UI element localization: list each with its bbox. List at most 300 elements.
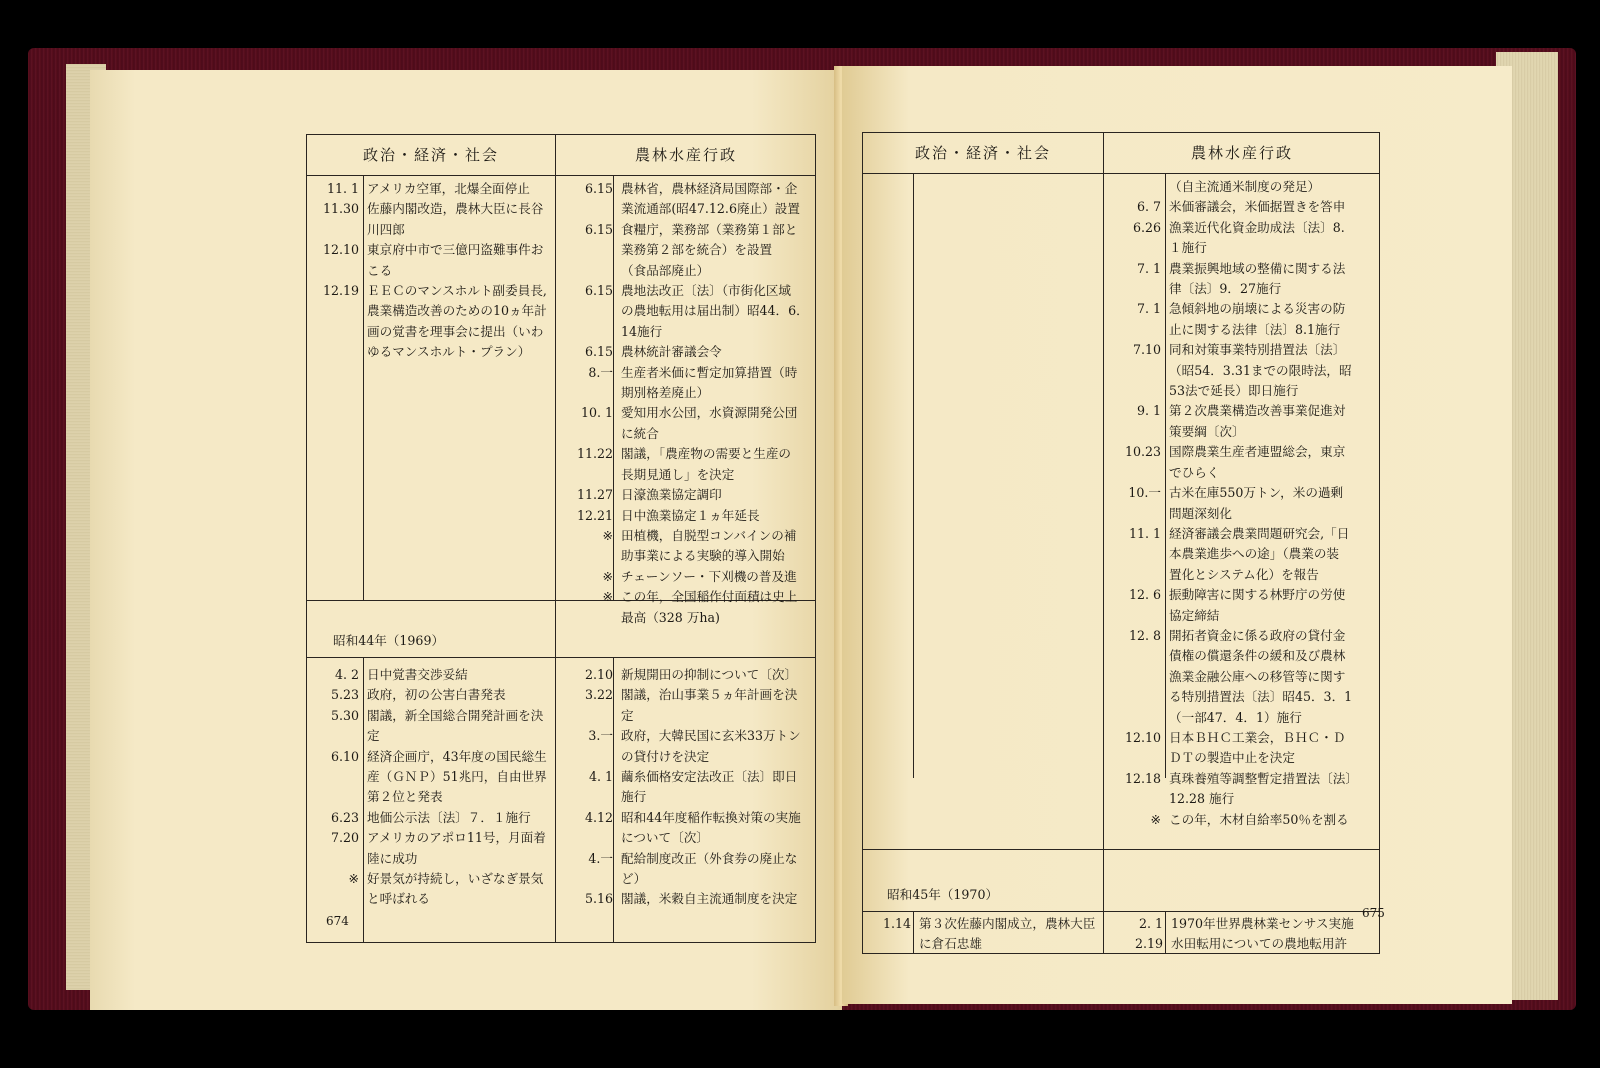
chronology-entry (1109, 524, 1358, 544)
chronology-entry (307, 808, 547, 828)
entry-date: 6.23 (330, 809, 359, 825)
chronology-entry (561, 281, 809, 301)
entry-date (561, 828, 613, 848)
chronology-entry (307, 261, 547, 281)
left-bottom-agri-list (561, 665, 801, 910)
page-number-right: 675 (1362, 906, 1385, 920)
entry-text: 国際農業生産者連盟総会，東京 (1169, 444, 1346, 460)
page-number-left: 674 (326, 914, 349, 928)
chronology-entry (1109, 259, 1358, 279)
chronology-entry (307, 240, 547, 260)
chronology-entry (1109, 769, 1358, 789)
entry-text: 策要綱〔次〕 (1169, 423, 1245, 439)
entry-date: 7.20 (330, 830, 359, 846)
chronology-entry (561, 706, 801, 726)
chronology-entry (561, 808, 801, 828)
entry-date (1109, 381, 1161, 401)
entry-text: 同和対策事業特別措置法〔法〕 (1169, 342, 1346, 358)
entry-date: 10.23 (1124, 444, 1161, 460)
entry-text: 経済企画庁，43年度の国民総生 (367, 748, 547, 764)
chronology-entry (561, 240, 809, 260)
entry-text: 佐藤内閣改造，農林大臣に長谷 (367, 201, 544, 217)
chronology-entry (1109, 279, 1358, 299)
entry-text: 振動障害に関する林野庁の労使 (1169, 587, 1346, 603)
entry-text: 農業構造改善のための10ヵ年計 (367, 303, 547, 319)
column-divider (1103, 133, 1104, 953)
chronology-entry (1111, 914, 1354, 934)
entry-date (1109, 646, 1161, 666)
entry-text: 産（ＧＮＰ）51兆円，自由世界 (367, 769, 547, 785)
entry-date (561, 608, 613, 628)
entry-text: 画の覚書を理事会に提出（いわ (367, 323, 544, 339)
entry-text: 業務第２部を統合）を設置 (621, 242, 773, 258)
entry-date (1109, 789, 1161, 809)
entry-text: （一部47．4．1）施行 (1169, 709, 1302, 725)
entry-text: この年，全国稲作付面積は史上 (621, 589, 798, 605)
chronology-entry (561, 301, 809, 321)
entry-text: 農地法改正〔法〕（市街化区域 (621, 283, 792, 299)
entry-text: 川四郎 (367, 221, 405, 237)
left-page (90, 70, 842, 1010)
entry-text: の貸付けを決定 (621, 748, 710, 764)
chronology-entry (307, 179, 547, 199)
entry-text: 配給制度改正（外食券の廃止な (621, 850, 798, 866)
entry-date: 1.14 (882, 916, 911, 931)
entry-date (561, 322, 613, 342)
entry-text: 閣議，「農産物の需要と生産の (621, 446, 792, 462)
chronology-entry (307, 281, 547, 301)
entry-date (1109, 504, 1161, 524)
entry-date (561, 869, 613, 889)
chronology-entry (1109, 708, 1358, 728)
chronology-entry (307, 726, 547, 746)
chronology-entry (1109, 197, 1358, 217)
chronology-entry (307, 747, 547, 767)
chronology-entry (1109, 463, 1358, 483)
chronology-entry (1109, 320, 1358, 340)
chronology-entry (1109, 340, 1358, 360)
entry-date: 2.10 (584, 667, 613, 682)
chronology-entry (1109, 606, 1358, 626)
chronology-entry (1109, 401, 1358, 421)
chronology-entry (561, 747, 801, 767)
entry-date (307, 322, 359, 342)
entry-text: 業流通部(昭47.12.6廃止）設置 (621, 201, 800, 217)
entry-text: 陸に成功 (367, 850, 418, 866)
entry-text: 第２位と発表 (367, 789, 443, 805)
chronology-entry (1109, 789, 1358, 809)
entry-text: 地価公示法〔法〕７．１施行 (367, 809, 531, 825)
entry-date (859, 934, 911, 954)
chronology-entry (1109, 748, 1358, 768)
entry-date: 11.22 (576, 446, 613, 462)
chronology-entry (307, 342, 547, 362)
entry-date: 7. 1 (1136, 301, 1161, 317)
entry-text: の農地転用は届出制）昭44．6． (621, 303, 809, 319)
entry-date: 3.22 (584, 687, 613, 703)
chronology-entry (561, 869, 801, 889)
entry-date (561, 383, 613, 403)
entry-date: 12.10 (1124, 729, 1161, 745)
chronology-entry (1109, 544, 1358, 564)
entry-text: る特別措置法〔法〕昭45．3．1 (1169, 689, 1353, 705)
entry-text: 愛知用水公団，水資源開発公団 (621, 405, 798, 421)
entry-date: 6.15 (584, 221, 613, 237)
chronology-entry (561, 322, 809, 342)
chronology-entry (561, 342, 809, 362)
left-bottom-politics-list (307, 665, 547, 910)
header-politics-economy-society: 政治・経済・社会 (362, 146, 499, 164)
entry-date (561, 199, 613, 219)
entry-date (561, 747, 613, 767)
entry-date: 2.19 (1134, 936, 1163, 952)
right-bottom-agri-list (1111, 914, 1354, 955)
left-chronology-table (306, 134, 816, 943)
chronology-entry (307, 767, 547, 787)
year-label-1969: 昭和44年（1969） (333, 633, 445, 648)
entry-text: 政府，初の公害白書発表 (367, 687, 506, 703)
entry-text: 政府，大韓民国に玄米33万トン (621, 728, 801, 744)
entry-text: ど） (621, 871, 647, 887)
chronology-entry (1109, 442, 1358, 462)
chronology-entry (307, 849, 547, 869)
chronology-entry (1109, 381, 1358, 401)
chronology-entry (307, 665, 547, 685)
chronology-entry (561, 685, 801, 705)
entry-date (1109, 238, 1161, 258)
entry-date (307, 849, 359, 869)
entry-date (561, 240, 613, 260)
entry-date: 10.一 (1128, 485, 1161, 501)
entry-text: に倉石忠雄 (919, 936, 982, 952)
entry-date: 5.23 (330, 687, 359, 703)
entry-text: 水田転用についての農地転用許 (1171, 936, 1348, 952)
entry-text: この年，木材自給率50％を割る (1169, 811, 1349, 827)
entry-date: 10. 1 (580, 405, 613, 421)
entry-date (1109, 463, 1161, 483)
entry-text: 第２次農業構造改善事業促進対 (1169, 403, 1346, 419)
entry-date (561, 787, 613, 807)
entry-text: （食品部廃止） (621, 262, 710, 278)
entry-text: 好景気が持続し，いざなぎ景気 (367, 871, 544, 887)
entry-date: 8.一 (588, 364, 613, 380)
chronology-entry (561, 485, 809, 505)
left-top-agri-list (561, 179, 809, 628)
chronology-entry (561, 444, 809, 464)
entry-text: 定 (367, 728, 380, 744)
table-header (863, 133, 1379, 174)
chronology-entry (1109, 565, 1358, 585)
chronology-entry (307, 787, 547, 807)
chronology-entry (1109, 218, 1358, 238)
entry-text: 昭和44年度稲作転換対策の実施 (621, 809, 801, 825)
chronology-entry (1109, 810, 1358, 830)
entry-text: 農林省，農林経済局国際部・企 (621, 181, 798, 196)
entry-date: 12.19 (322, 283, 359, 299)
chronology-entry (307, 869, 547, 889)
entry-date: 12.10 (322, 242, 359, 258)
entry-text: ＤＴの製造中止を決定 (1169, 750, 1295, 766)
entry-text: 14施行 (621, 323, 663, 339)
entry-text: 米価審議会，米価据置きを答申 (1169, 199, 1346, 215)
chronology-entry (561, 220, 809, 240)
entry-text: 漁業近代化資金助成法〔法〕8. (1169, 219, 1345, 235)
chronology-entry (1109, 238, 1358, 258)
entry-date: 6.15 (584, 181, 613, 196)
table-header (307, 135, 815, 176)
entry-date: 6.26 (1132, 219, 1161, 235)
right-bottom-politics-list (859, 914, 1095, 955)
entry-date: 5.30 (330, 707, 359, 723)
chronology-entry (859, 934, 1095, 954)
chronology-entry (1109, 483, 1358, 503)
right-chronology-table (862, 132, 1380, 954)
entry-date (307, 342, 359, 362)
entry-text: 食糧庁，業務部（業務第１部と (621, 221, 798, 237)
entry-date: 4.12 (584, 809, 613, 825)
chronology-entry (1109, 504, 1358, 524)
entry-date (307, 767, 359, 787)
right-top-agri-list (1109, 177, 1358, 830)
entry-text: 日中覚書交渉妥結 (367, 667, 468, 682)
chronology-entry (561, 567, 809, 587)
chronology-entry (561, 787, 801, 807)
entry-date: 6. 7 (1136, 199, 1161, 215)
entry-text: 律〔法〕9．27施行 (1169, 281, 1282, 297)
chronology-entry (561, 403, 809, 423)
entry-text: に統合 (621, 425, 659, 441)
chronology-entry (561, 363, 809, 383)
entry-text: 開拓者資金に係る政府の貸付金 (1169, 627, 1346, 643)
chronology-entry (561, 828, 801, 848)
entry-date: 12.21 (576, 507, 613, 523)
entry-text: 債権の償還条件の緩和及び農林 (1169, 648, 1346, 664)
entry-date: 7.10 (1132, 342, 1161, 358)
chronology-entry (1109, 646, 1358, 666)
entry-date: 2. 1 (1138, 916, 1163, 931)
entry-text: 田植機，自脱型コンバインの補 (621, 527, 797, 543)
entry-date (561, 301, 613, 321)
entry-text: 繭糸価格安定法改正〔法〕即日 (621, 769, 798, 785)
entry-date: 12. 8 (1128, 627, 1161, 643)
entry-text: 閣議，米穀自主流通制度を決定 (621, 891, 798, 907)
entry-date (1109, 177, 1161, 197)
entry-date: ※ (348, 871, 359, 887)
chronology-entry (561, 849, 801, 869)
entry-date: 7. 1 (1136, 260, 1161, 276)
entry-date (1109, 361, 1161, 381)
chronology-entry (561, 665, 801, 685)
entry-date: 3.一 (588, 728, 613, 744)
chronology-entry (307, 322, 547, 342)
entry-date (1109, 565, 1161, 585)
entry-date: 4. 1 (588, 769, 613, 785)
entry-date (561, 424, 613, 444)
entry-text: ＥＥＣのマンスホルト副委員長, (367, 283, 547, 299)
entry-date: 11.30 (322, 201, 359, 217)
entry-date: 9. 1 (1136, 403, 1161, 419)
chronology-entry (561, 546, 809, 566)
entry-text: 第３次佐藤内閣成立，農林大臣 (919, 916, 1096, 931)
right-page (842, 66, 1512, 1004)
entry-text: 定 (621, 707, 634, 723)
chronology-entry (1109, 728, 1358, 748)
entry-date (307, 889, 359, 909)
entry-text: 日中漁業協定１ヵ年延長 (621, 507, 760, 523)
entry-text: 急傾斜地の崩壊による災害の防 (1169, 301, 1346, 317)
entry-text: ゆるマンスホルト・プラン） (367, 344, 531, 360)
chronology-entry (307, 220, 547, 240)
entry-text: 古米在庫550万トン，米の過剰 (1169, 485, 1344, 501)
entry-date: 12.18 (1124, 770, 1161, 786)
chronology-entry (561, 199, 809, 219)
chronology-entry (561, 608, 809, 628)
chronology-entry (307, 301, 547, 321)
entry-text: 問題深刻化 (1169, 505, 1232, 521)
entry-text: アメリカのアポロ11号，月面着 (367, 830, 546, 846)
entry-date (1109, 320, 1161, 340)
chronology-entry (561, 889, 801, 909)
entry-date (1109, 687, 1161, 707)
entry-text: 最高（328 万ha) (621, 609, 720, 625)
year-label-1970: 昭和45年（1970） (887, 887, 999, 902)
entry-text: 53法で延長）即日施行 (1169, 383, 1299, 399)
entry-text: １施行 (1169, 240, 1207, 256)
chronology-entry (307, 685, 547, 705)
chronology-entry (859, 914, 1095, 934)
entry-date (1109, 667, 1161, 687)
chronology-entry (1109, 687, 1358, 707)
chronology-entry (561, 726, 801, 746)
entry-text: 経済審議会農業問題研究会,「日 (1169, 525, 1350, 541)
entry-date (1109, 544, 1161, 564)
chronology-entry (561, 587, 809, 607)
chronology-entry (561, 465, 809, 485)
entry-text: こる (367, 262, 393, 278)
chronology-entry (1109, 299, 1358, 319)
entry-text: アメリカ空軍，北爆全面停止 (367, 181, 530, 196)
entry-date: ※ (1150, 811, 1161, 827)
chronology-entry (1109, 585, 1358, 605)
entry-date: 6.15 (584, 344, 613, 360)
entry-date (1109, 606, 1161, 626)
entry-date (561, 261, 613, 281)
chronology-entry (561, 767, 801, 787)
chronology-entry (561, 506, 809, 526)
chronology-entry (561, 261, 809, 281)
entry-date (561, 465, 613, 485)
row-divider (863, 849, 1379, 850)
chronology-entry (307, 706, 547, 726)
entry-text: 農林統計審議会令 (621, 344, 722, 360)
entry-text: 協定締結 (1169, 607, 1220, 623)
header-agri-admin: 農林水産行政 (1190, 144, 1293, 162)
chronology-entry (1109, 626, 1358, 646)
date-divider (913, 174, 914, 778)
entry-text: と呼ばれる (367, 891, 430, 907)
entry-text: 漁業金融公庫への移管等に関す (1169, 668, 1346, 684)
chronology-entry (1109, 177, 1358, 197)
entry-date (307, 726, 359, 746)
entry-text: （昭54．3.31までの限時法，昭 (1169, 362, 1352, 378)
row-divider (863, 911, 1379, 912)
entry-text: 日本ＢＨＣ工業会，ＢＨＣ・Ｄ (1169, 729, 1346, 745)
entry-text: 期別格差廃止） (621, 385, 710, 401)
entry-text: 長期見通し」を決定 (621, 466, 735, 482)
entry-date (307, 301, 359, 321)
entry-date (561, 706, 613, 726)
entry-date (1109, 422, 1161, 442)
header-politics-economy-society: 政治・経済・社会 (914, 144, 1051, 162)
chronology-entry (1109, 667, 1358, 687)
entry-text: 施行 (621, 789, 647, 805)
entry-text: 生産者米価に暫定加算措置（時 (621, 364, 798, 380)
chronology-entry (561, 179, 809, 199)
entry-date: ※ (602, 568, 613, 584)
entry-date (1109, 279, 1161, 299)
chronology-entry (561, 383, 809, 403)
entry-text: 農業振興地域の整備に関する法 (1169, 260, 1346, 276)
entry-date: 5.16 (584, 891, 613, 907)
entry-text: 真珠養殖等調整暫定措置法〔法〕 (1169, 770, 1358, 786)
chronology-entry (1109, 361, 1358, 381)
entry-text: 止に関する法律〔法〕8.1施行 (1169, 321, 1341, 337)
entry-text: 助事業による実験的導入開始 (621, 548, 785, 564)
entry-date (307, 261, 359, 281)
chronology-entry (561, 424, 809, 444)
chronology-entry (561, 526, 809, 546)
entry-date (307, 220, 359, 240)
entry-text: （自主流通米制度の発足） (1169, 179, 1321, 194)
entry-text: 閣議，新全国総合開発計画を決 (367, 707, 544, 723)
entry-text: 1970年世界農林業センサス実施 (1171, 916, 1354, 931)
entry-date: 12. 6 (1128, 587, 1161, 603)
entry-date (307, 787, 359, 807)
entry-date (561, 546, 613, 566)
entry-date: 11. 1 (326, 181, 359, 196)
entry-date: 6.10 (330, 748, 359, 764)
entry-text: でひらく (1169, 464, 1220, 480)
entry-text: チェーンソー・下刈機の普及進 (621, 568, 797, 584)
chronology-entry (307, 199, 547, 219)
chronology-entry (1109, 422, 1358, 442)
entry-date: 11. 1 (1128, 525, 1161, 541)
entry-date: 4. 2 (334, 667, 359, 682)
entry-date: 11.27 (576, 487, 613, 503)
chronology-entry (307, 889, 547, 909)
chronology-entry (307, 828, 547, 848)
entry-date (1109, 708, 1161, 728)
entry-date (1109, 748, 1161, 768)
chronology-entry (1111, 934, 1354, 954)
entry-date: 6.15 (584, 283, 613, 299)
entry-text: 本農業進歩への途」（農業の装 (1169, 546, 1340, 562)
entry-date: 4.一 (588, 850, 613, 866)
entry-text: について〔次〕 (621, 830, 709, 846)
entry-text: 閣議，治山事業５ヵ年計画を決 (621, 687, 798, 703)
entry-text: 東京府中市で三億円盗難事件お (367, 242, 544, 258)
entry-text: 12.28 施行 (1169, 791, 1235, 807)
column-divider (555, 135, 556, 942)
entry-date: ※ (602, 527, 613, 543)
entry-text: 日濠漁業協定調印 (621, 487, 722, 503)
header-agri-admin: 農林水産行政 (634, 146, 737, 164)
row-divider (307, 657, 815, 658)
entry-text: 新規開田の抑制について〔次〕 (621, 667, 798, 682)
entry-date: ※ (602, 589, 613, 605)
entry-text: 置化とシステム化）を報告 (1169, 566, 1319, 582)
left-top-politics-list (307, 179, 547, 363)
